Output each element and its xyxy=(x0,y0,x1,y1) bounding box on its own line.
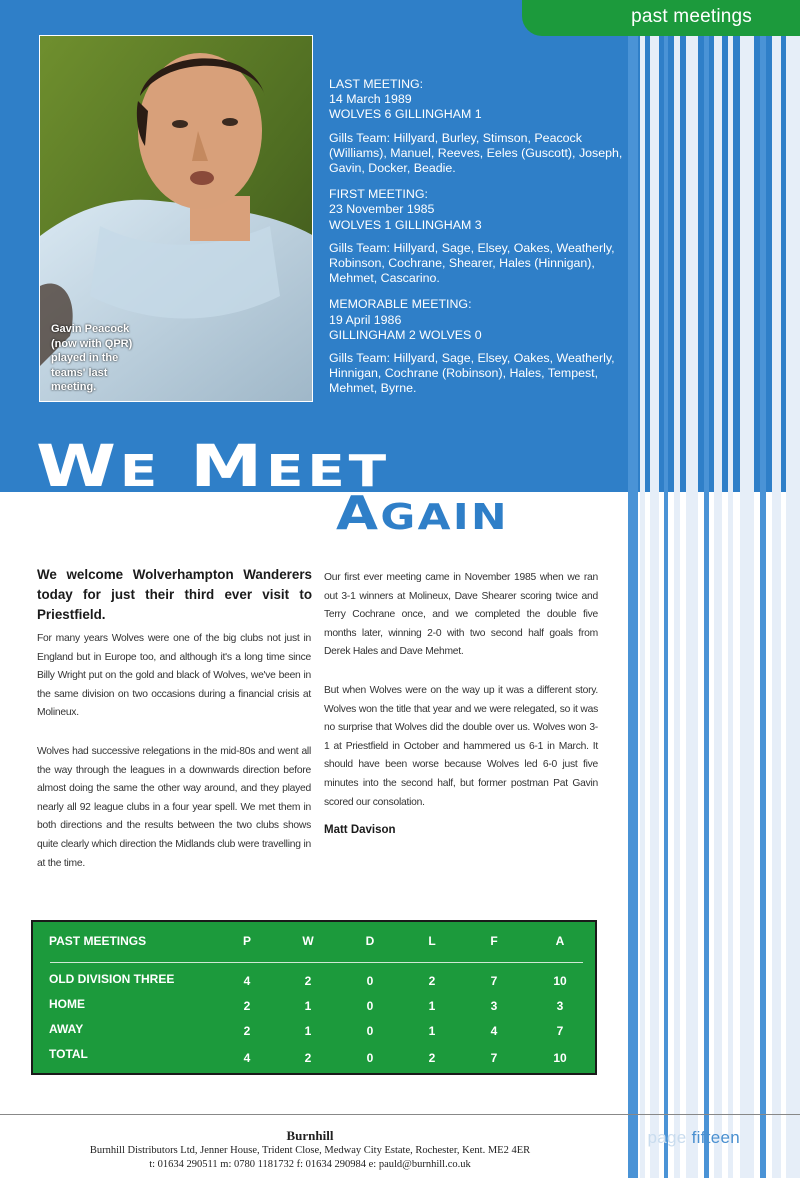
table-title: PAST MEETINGS xyxy=(49,934,147,948)
headline-again xyxy=(336,486,509,541)
sponsor-name: Burnhill xyxy=(286,1128,334,1143)
headline-w: W xyxy=(36,432,120,500)
first-meeting-team: Gills Team: Hillyard, Sage, Elsey, Oakes, Weatherly, Robinson, Cochrane, Shearer, Hales (Hinnigan), Mehmet, Cascarino. xyxy=(329,240,615,286)
table-cell: 0 xyxy=(366,1051,374,1065)
table-cell: 7 xyxy=(490,974,498,988)
photo-caption: Gavin Peacock (now with QPR) played in the teams' last meeting. xyxy=(51,323,133,393)
section-tab-label: past meetings xyxy=(631,6,752,27)
table-header-l: L xyxy=(428,934,436,948)
table-cell: 2 xyxy=(304,1051,312,1065)
article-paragraph: Our first ever meeting came in November 1985 when we ran out 3-1 winners at Molineux, Dave Shearer scoring twice and Terry Cochrane once, and we completed the double five months later, winning 2-0 with two second half goals from Derek Hales and Dave Mehmet. xyxy=(324,572,598,658)
headline-gain: GAIN xyxy=(380,497,509,538)
memorable-meeting-score: GILLINGHAM 2 WOLVES 0 xyxy=(329,327,482,342)
article-column-1 xyxy=(37,630,311,893)
decorative-stripes xyxy=(628,0,800,1178)
table-cell: 4 xyxy=(490,1024,498,1038)
table-cell: 0 xyxy=(366,974,374,988)
table-cell: 1 xyxy=(304,1024,312,1038)
table-cell: 4 xyxy=(243,974,251,988)
table-cell: 7 xyxy=(490,1051,498,1065)
headline-e: E xyxy=(119,446,162,497)
table-cell: 1 xyxy=(304,999,312,1013)
sponsor-contacts: t: 01634 290511 m: 0780 1181732 f: 01634 290984 e: pauld@burnhill.co.uk xyxy=(149,1159,471,1170)
table-header-w: W xyxy=(302,934,314,948)
past-meetings-table xyxy=(31,920,597,1075)
page-number xyxy=(648,1128,740,1148)
table-cell: 10 xyxy=(553,974,567,988)
memorable-meeting-date: 19 April 1986 xyxy=(329,312,402,327)
page-number-word: fifteen xyxy=(691,1128,740,1147)
last-meeting-team: Gills Team: Hillyard, Burley, Stimson, Peacock (Williams), Manuel, Reeves, Eeles (Guscott), Joseph, Gavin, Docker, Beadie. xyxy=(329,130,623,176)
table-cell: 2 xyxy=(428,974,436,988)
first-meeting-title: FIRST MEETING: xyxy=(329,187,428,202)
headline-m: M xyxy=(190,432,266,500)
headline-eet: EET xyxy=(265,446,390,497)
table-cell: 10 xyxy=(553,1051,567,1065)
article-column-2 xyxy=(324,569,598,832)
table-row-label: OLD DIVISION THREE xyxy=(49,972,175,986)
table-cell: 2 xyxy=(428,1051,436,1065)
table-row-label: HOME xyxy=(49,997,85,1011)
page-word: page xyxy=(647,1128,687,1147)
table-cell: 2 xyxy=(243,999,251,1013)
table-cell: 0 xyxy=(366,1024,374,1038)
first-meeting-score: WOLVES 1 GILLINGHAM 3 xyxy=(329,217,482,232)
sponsor-footer xyxy=(60,1128,560,1172)
article-paragraph: For many years Wolves were one of the big clubs not just in England but in Europe too, and although it's a long time since Billy Wright put on the gold and black of Wolves, we've been in the same division on two occasions during a financial crisis at Molineux. xyxy=(37,633,311,719)
first-meeting-date: 23 November 1985 xyxy=(329,202,435,217)
last-meeting-date: 14 March 1989 xyxy=(329,92,412,107)
headline-a: A xyxy=(336,486,381,540)
table-header-p: P xyxy=(242,934,251,948)
first-meeting xyxy=(329,187,629,233)
last-meeting-title: LAST MEETING: xyxy=(329,77,424,91)
memorable-meeting-title: MEMORABLE MEETING: xyxy=(329,297,472,312)
article-paragraph: Wolves had successive relegations in the mid-80s and went all the way through the leagues in a downwards direction before almost doing the same the other way around, and they played nearly all 92 league clubs in a four year spell. We met them in both directions and the results between the two clubs shows quite clearly which direction the Midlands club were travelling in at the time. xyxy=(37,745,311,869)
table-cell: 2 xyxy=(304,974,312,988)
article-lead: We welcome Wolverhampton Wanderers today for just their third ever visit to Priestfield. xyxy=(37,567,312,622)
table-cell: 3 xyxy=(490,999,498,1013)
memorable-meeting xyxy=(329,297,629,343)
table-cell: 1 xyxy=(428,1024,436,1038)
table-header-d: D xyxy=(365,934,375,948)
sponsor-address: Burnhill Distributors Ltd, Jenner House, Trident Close, Medway City Estate, Rochester, Kent. ME2 4ER xyxy=(89,1145,531,1156)
memorable-meeting-team: Gills Team: Hillyard, Sage, Elsey, Oakes, Weatherly, Hinnigan, Cochrane (Robinson), Hales, Tempest, Mehmet, Byrne. xyxy=(329,351,615,396)
table-cell: 0 xyxy=(366,999,374,1013)
meetings-info xyxy=(329,77,629,408)
table-row-label: TOTAL xyxy=(49,1047,88,1061)
table-row-label: AWAY xyxy=(49,1022,84,1036)
table-cell: 2 xyxy=(243,1024,251,1038)
last-meeting-score: WOLVES 6 GILLINGHAM 1 xyxy=(329,107,482,122)
player-photo xyxy=(39,35,313,402)
table-header-f: F xyxy=(490,934,498,948)
article-paragraph: But when Wolves were on the way up it was a different story. Wolves won the title that year and we were relegated, so it was no surprise that Wolves did the double over us. Wolves won 3-1 at Priestfield in October and hammered us 6-1 in March. It should have been worse because Wolves led 6-0 just five minutes into the second half, but former postman Pat Gavin scored our consolation. xyxy=(324,684,598,808)
table-cell: 3 xyxy=(556,999,564,1013)
section-tab xyxy=(522,0,800,36)
last-meeting xyxy=(329,77,629,123)
table-divider xyxy=(50,962,583,963)
table-cell: 1 xyxy=(428,999,436,1013)
table-cell: 7 xyxy=(556,1024,564,1038)
table-header-a: A xyxy=(555,934,565,948)
table-cell: 4 xyxy=(243,1051,251,1065)
footer-divider xyxy=(0,1114,800,1115)
article-author: Matt Davison xyxy=(324,824,396,836)
